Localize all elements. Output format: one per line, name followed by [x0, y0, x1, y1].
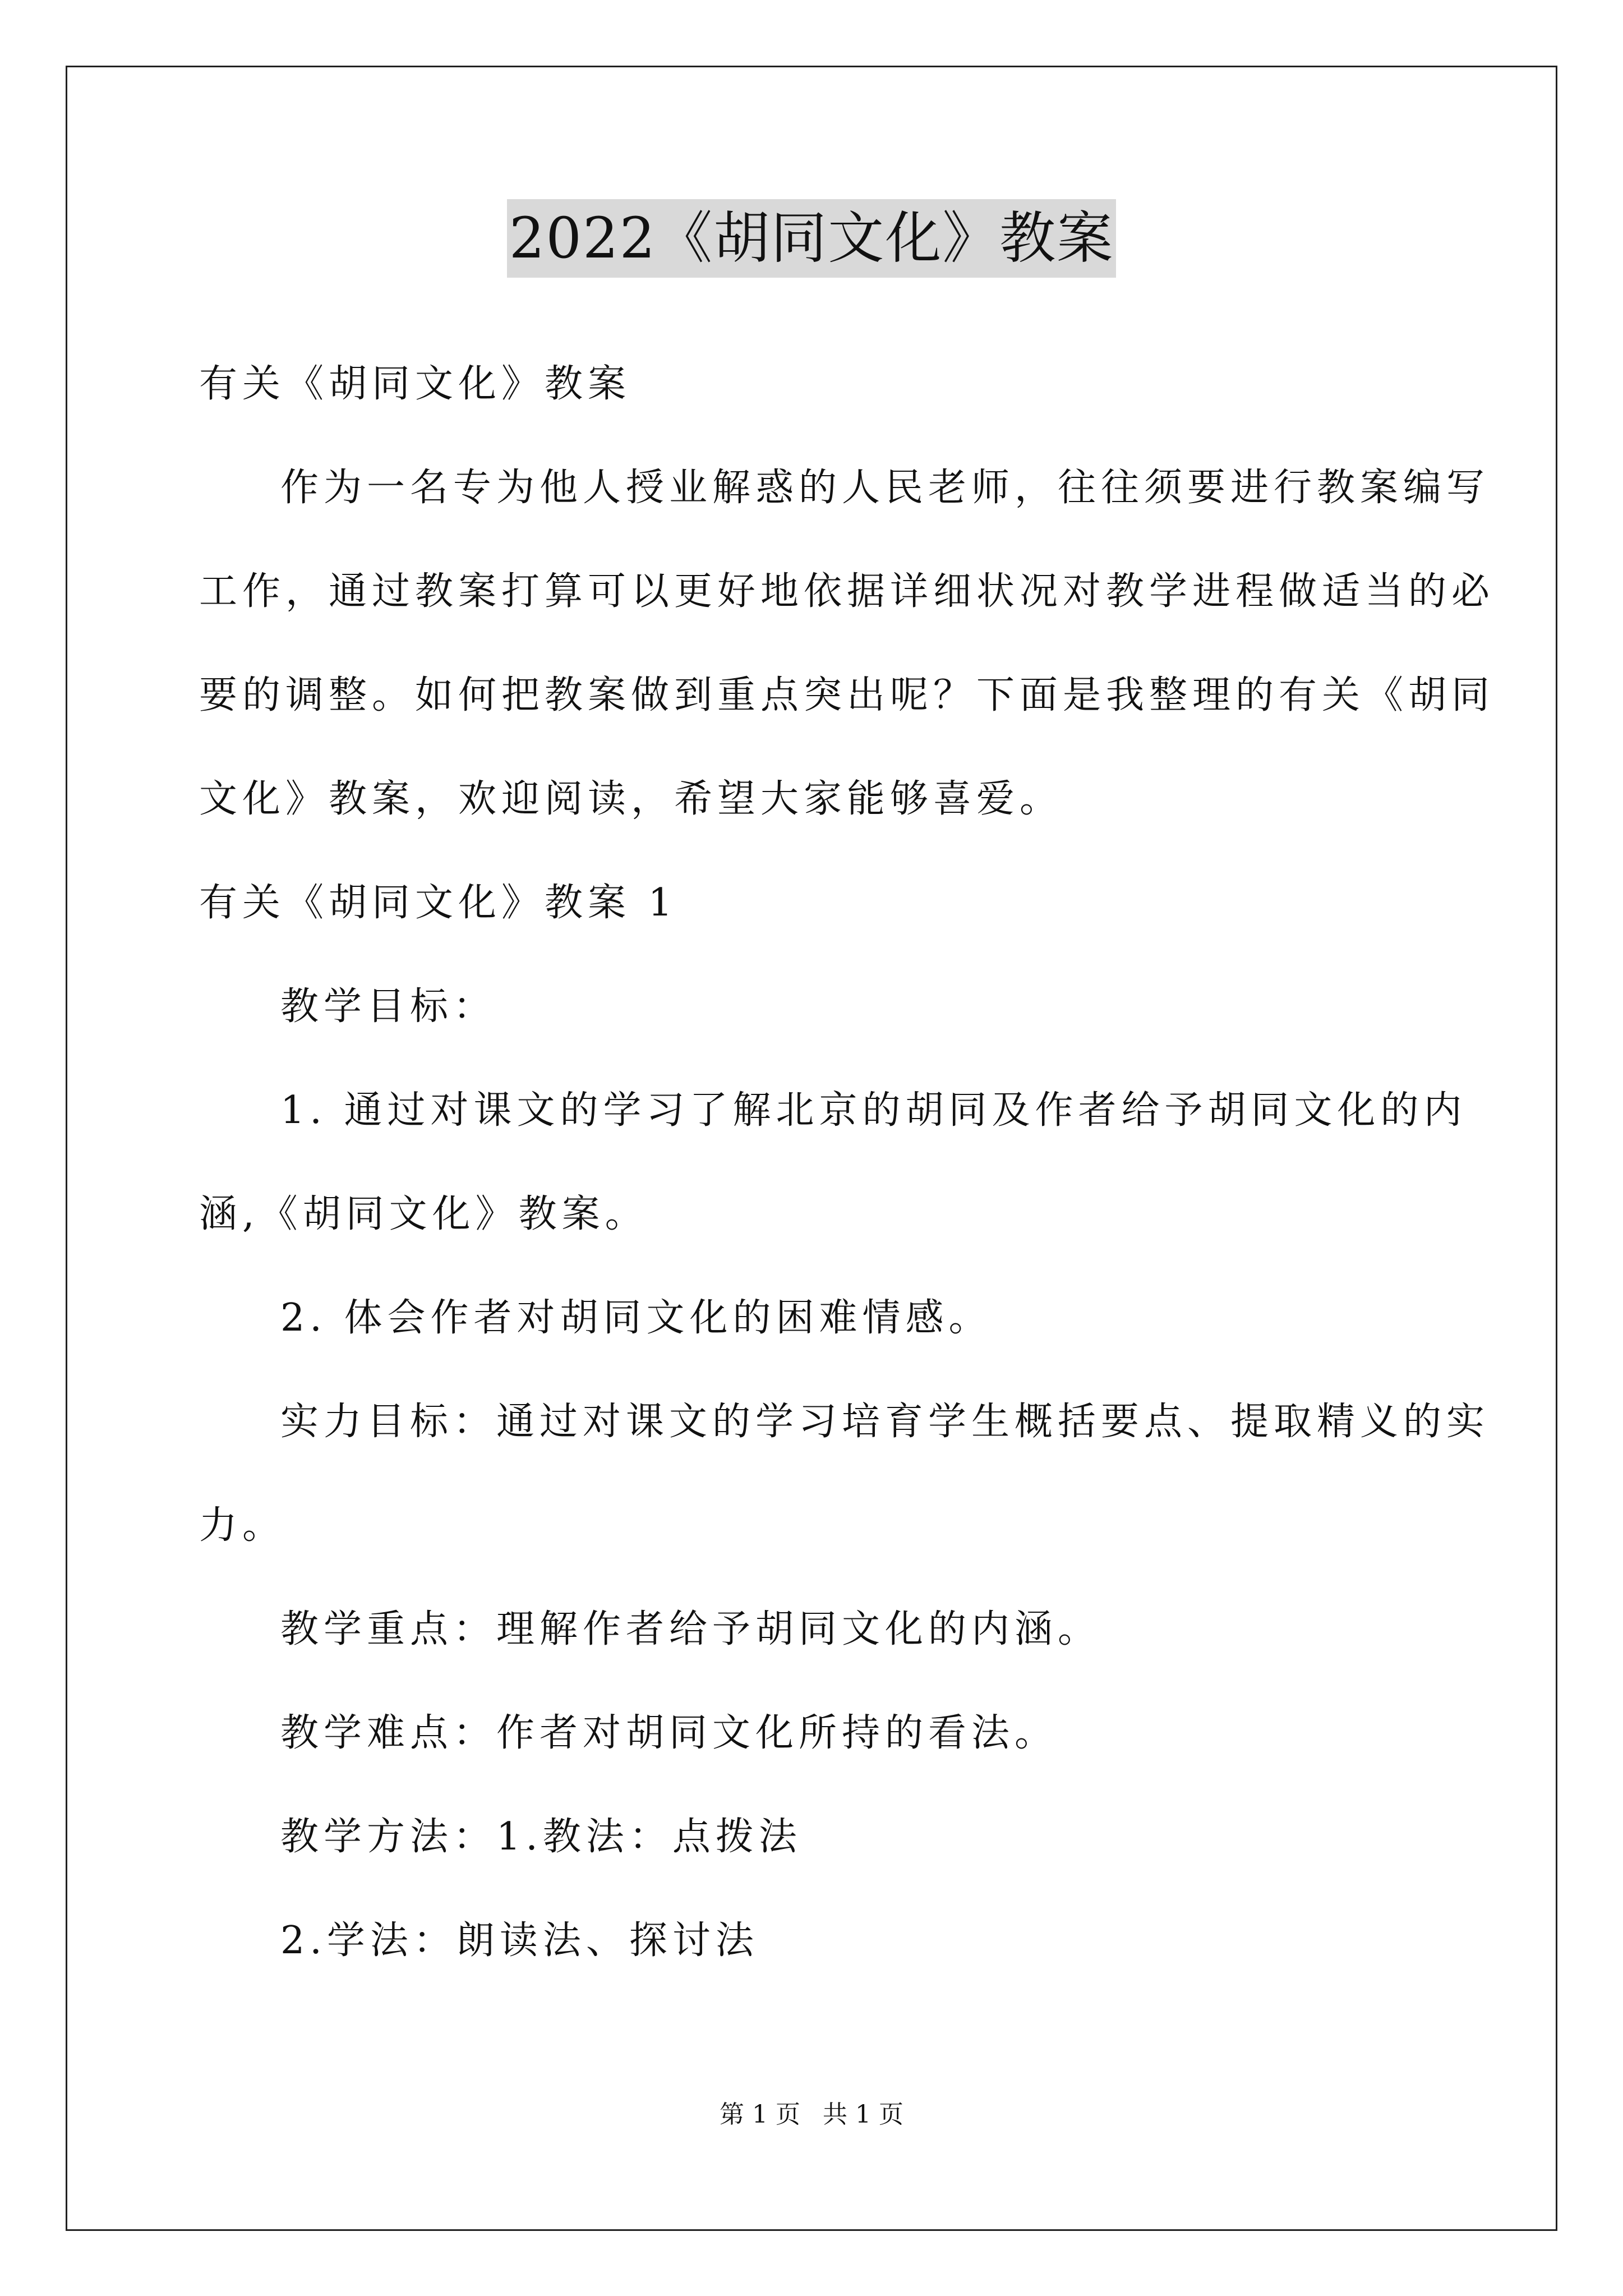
page-total: 共 1 页: [823, 2100, 903, 2129]
paragraph-line: 实力目标：通过对课文的学习培育学生概括要点、提取精义的实: [280, 1400, 1490, 1444]
paragraph-line: 文化》教案，欢迎阅读，希望大家能够喜爱。: [199, 777, 1063, 821]
section-heading: 有关《胡同文化》教案 1: [199, 881, 677, 925]
section-heading: 有关《胡同文化》教案: [199, 362, 631, 406]
page-number: 第 1 页: [720, 2100, 800, 2129]
paragraph-line: 要的调整。如何把教案做到重点突出呢？下面是我整理的有关《胡同: [199, 673, 1495, 717]
document-title: 2022《胡同文化》教案: [507, 199, 1117, 278]
paragraph-line: 1. 通过对课文的学习了解北京的胡同及作者给予胡同文化的内: [280, 1088, 1467, 1133]
paragraph-line: 教学重点：理解作者给予胡同文化的内涵。: [280, 1607, 1101, 1651]
paragraph-line: 力。: [199, 1503, 286, 1548]
title-container: [0, 199, 1623, 278]
paragraph-line: 教学方法：1.教法：点拨法: [280, 1815, 802, 1859]
paragraph-line: 2. 体会作者对胡同文化的困难情感。: [280, 1296, 992, 1340]
paragraph-line: 2.学法：朗读法、探讨法: [280, 1918, 759, 1963]
paragraph-line: 教学目标：: [280, 984, 497, 1029]
page-footer: [0, 2098, 1623, 2132]
paragraph-line: 作为一名专为他人授业解惑的人民老师，往往须要进行教案编写: [280, 466, 1490, 510]
paragraph-line: 涵,《胡同文化》教案。: [199, 1192, 648, 1236]
paragraph-line: 工作，通过教案打算可以更好地依据详细状况对教学进程做适当的必: [199, 569, 1495, 614]
paragraph-line: 教学难点：作者对胡同文化所持的看法。: [280, 1711, 1058, 1755]
